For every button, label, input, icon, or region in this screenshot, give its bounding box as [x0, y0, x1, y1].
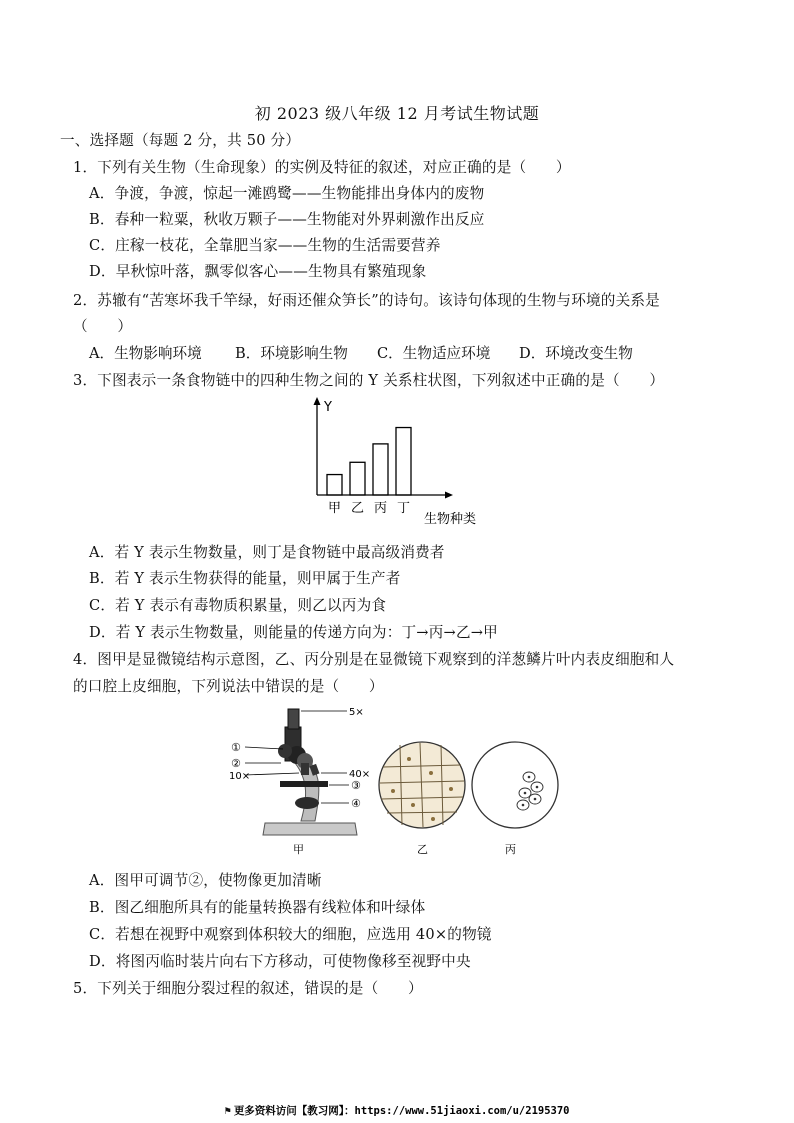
fig-label-10x: 10× — [229, 771, 251, 782]
fig-label-5x: 5× — [349, 707, 364, 718]
cheek-cell-view — [472, 742, 558, 828]
tick-labels-group — [328, 501, 410, 516]
question-3-stem: 3．下图表示一条食物链中的四种生物之间的 Y 关系柱状图，下列叙述中正确的是（ ） — [73, 372, 665, 389]
question-2-option-c: C．生物适应环境 — [377, 345, 491, 362]
tick-label-3: 丙 — [373, 501, 388, 516]
question-2-stem: 2．苏辙有“苦寒坏我千竿绿，好雨还催众笋长”的诗句。该诗句体现的生物与环境的关系是 — [73, 292, 660, 309]
x-axis-arrow — [445, 492, 453, 499]
question-4-stem-2: 的口腔上皮细胞，下列说法中错误的是（ ） — [73, 678, 384, 695]
bar-4 — [396, 428, 411, 495]
question-1-option-c: C．庄稼一枝花，全靠肥当家——生物的生活需要营养 — [89, 237, 441, 254]
question-2-stem-blank: （ ） — [73, 318, 133, 335]
bar-1 — [327, 475, 342, 495]
fig-caption-bing: 丙 — [505, 843, 516, 856]
question-4-option-a: A．图甲可调节②，使物像更加清晰 — [89, 872, 322, 889]
bar-chart — [300, 393, 500, 533]
microscope-drawing — [263, 709, 357, 835]
tick-label-2: 乙 — [350, 501, 365, 516]
y-axis-arrow — [314, 397, 321, 405]
fig-label-2: ② — [231, 757, 241, 770]
footer-link[interactable]: 更多资料访问【教习网】：https://www.51jiaoxi.com/u/2195370 — [233, 1105, 570, 1117]
question-3-option-d: D．若 Y 表示生物数量，则能量的传递方向为：丁→丙→乙→甲 — [89, 624, 498, 641]
bars-group — [327, 428, 411, 495]
footer — [0, 1103, 794, 1118]
question-4-option-c: C．若想在视野中观察到体积较大的细胞，应选用 40×的物镜 — [89, 926, 492, 943]
page-title: 初 2023 级八年级 12 月考试生物试题 — [254, 104, 540, 123]
fig-label-1: ① — [231, 741, 241, 754]
bar-2 — [350, 462, 365, 495]
question-3-option-c: C．若 Y 表示有毒物质积累量，则乙以丙为食 — [89, 597, 387, 614]
question-1-option-d: D．早秋惊叶落，飘零似客心——生物具有繁殖现象 — [89, 263, 427, 280]
question-4-option-d: D．将图丙临时装片向右下方移动，可使物像移至视野中央 — [89, 953, 471, 970]
fig-caption-yi: 乙 — [417, 843, 428, 856]
question-4-stem: 4．图甲是显微镜结构示意图，乙、丙分别是在显微镜下观察到的洋葱鳞片叶内表皮细胞和人 — [73, 651, 675, 668]
question-1-stem: 1．下列有关生物（生命现象）的实例及特征的叙述，对应正确的是（ ） — [73, 159, 571, 176]
fig-label-3: ③ — [351, 779, 361, 792]
fig-label-40x: 40× — [349, 769, 371, 780]
flag-icon: ⚑ — [224, 1105, 231, 1117]
section-heading: 一、选择题（每题 2 分，共 50 分） — [60, 132, 301, 149]
question-3-option-a: A．若 Y 表示生物数量，则丁是食物链中最高级消费者 — [89, 544, 445, 561]
fig-caption-jia: 甲 — [293, 843, 304, 856]
question-5-stem: 5．下列关于细胞分裂过程的叙述，错误的是（ ） — [73, 980, 423, 997]
tick-label-4: 丁 — [396, 501, 411, 516]
x-axis-label: 生物种类 — [424, 512, 477, 527]
question-1-option-a: A．争渡，争渡，惊起一滩鸥鹭——生物能排出身体内的废物 — [89, 185, 485, 202]
question-1-option-b: B．春种一粒粟，秋收万颗子——生物能对外界刺激作出反应 — [89, 211, 485, 228]
question-3-option-b: B．若 Y 表示生物获得的能量，则甲属于生产者 — [89, 570, 401, 587]
bar-3 — [373, 444, 388, 495]
onion-cell-view — [379, 742, 465, 828]
tick-label-1: 甲 — [327, 501, 342, 516]
question-2-option-a: A．生物影响环境 — [89, 345, 202, 362]
microscope-figure — [225, 703, 585, 858]
question-2-option-b: B．环境影响生物 — [235, 345, 348, 362]
y-axis-label: Y — [324, 400, 332, 415]
question-4-option-b: B．图乙细胞所具有的能量转换器有线粒体和叶绿体 — [89, 899, 426, 916]
question-2-options — [89, 342, 633, 363]
question-2-option-d: D．环境改变生物 — [519, 345, 633, 362]
fig-label-4: ④ — [351, 797, 361, 810]
